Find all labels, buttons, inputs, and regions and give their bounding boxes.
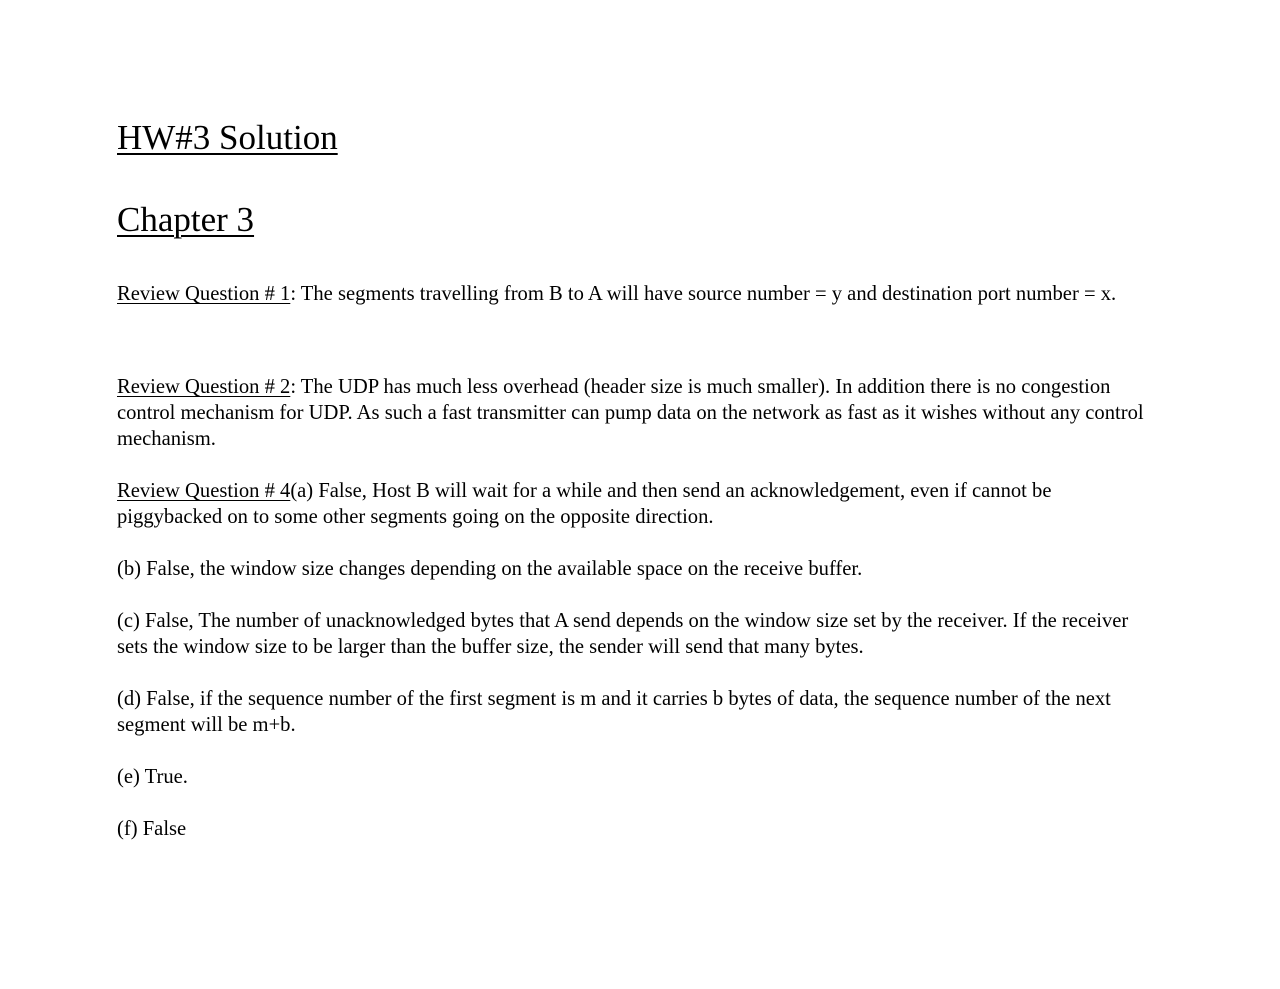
review-question-1-label: Review Question # 1 [117, 283, 291, 305]
answer-b: (b) False, the window size changes depending on the available space on the receive buffer. [117, 558, 863, 580]
review-question-2 [117, 374, 1157, 452]
review-question-2-answer: : The UDP has much less overhead (header size is much smaller). In addition there is no congestion control mechanism for UDP. As such a fast transmitter can pump data on the network as fast as it wishes without any control mechanism. [117, 376, 1144, 450]
review-question-4 [117, 478, 1157, 530]
answer-c: (c) False, The number of unacknowledged bytes that A send depends on the window size set by the receiver. If the receiver sets the window size to be larger than the buffer size, the sender will send that many bytes. [117, 610, 1129, 658]
review-question-4-answer-a: (a) False, Host B will wait for a while and then send an acknowledgement, even if cannot be piggybacked on to some other segments going on the opposite direction. [117, 480, 1052, 528]
review-question-1 [117, 281, 1157, 307]
review-question-1-answer: : The segments travelling from B to A will have source number = y and destination port number = x. [290, 283, 1117, 305]
review-question-2-label: Review Question # 2 [117, 376, 291, 398]
answer-e: (e) True. [117, 766, 188, 788]
answer-d: (d) False, if the sequence number of the first segment is m and it carries b bytes of data, the sequence number of the next segment will be m+b. [117, 688, 1111, 736]
document-title: HW#3 Solution [117, 118, 338, 157]
review-question-4-label: Review Question # 4 [117, 480, 291, 502]
answer-f: (f) False [117, 818, 187, 840]
chapter-heading: Chapter 3 [117, 200, 255, 239]
